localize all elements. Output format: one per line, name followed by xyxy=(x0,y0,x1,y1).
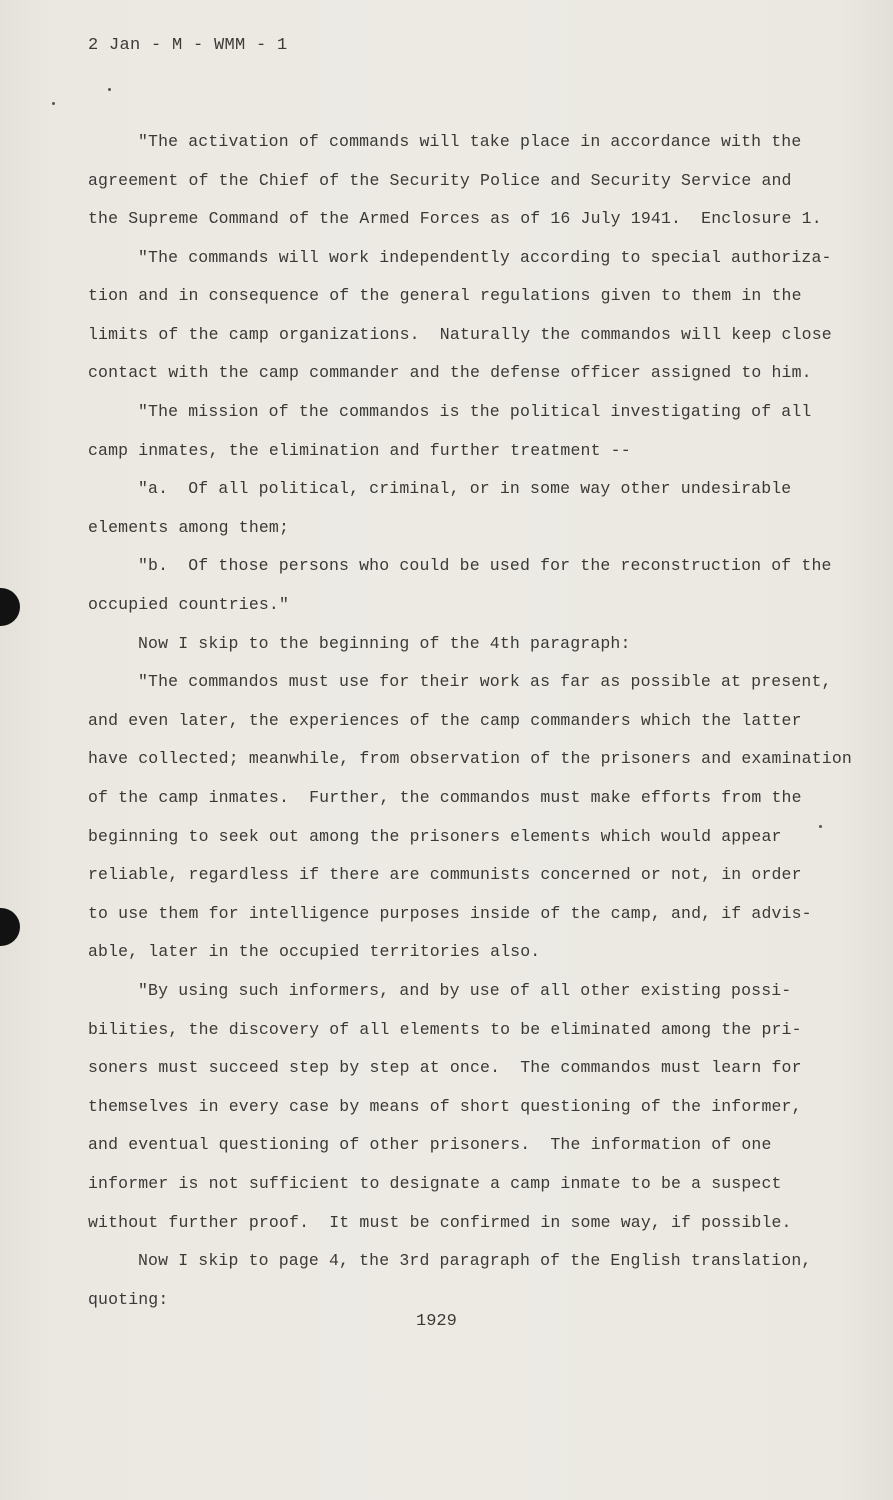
text-line: quoting: xyxy=(88,1290,169,1309)
text-line: camp inmates, the elimination and further treatment -- xyxy=(88,441,631,460)
text-line: to use them for intelligence purposes inside of the camp, and, if advis- xyxy=(88,904,812,923)
text-line: and even later, the experiences of the camp commanders which the latter xyxy=(88,711,802,730)
text-line: limits of the camp organizations. Naturally the commandos will keep close xyxy=(88,325,832,344)
text-line: elements among them; xyxy=(88,518,290,537)
paper-speck xyxy=(52,102,55,105)
text-line: informer is not sufficient to designate a camp inmate to be a suspect xyxy=(88,1174,782,1193)
text-line: of the camp inmates. Further, the commandos must make efforts from the xyxy=(88,788,802,807)
page-number: 1929 xyxy=(416,1312,457,1331)
text-line: Now I skip to page 4, the 3rd paragraph of the English translation, xyxy=(138,1251,812,1270)
text-line: tion and in consequence of the general regulations given to them in the xyxy=(88,286,802,305)
text-line: soners must succeed step by step at once. The commandos must learn for xyxy=(88,1058,802,1077)
text-line: contact with the camp commander and the defense officer assigned to him. xyxy=(88,363,812,382)
text-line: have collected; meanwhile, from observation of the prisoners and examination xyxy=(88,749,852,768)
text-line: the Supreme Command of the Armed Forces as of 16 July 1941. Enclosure 1. xyxy=(88,209,822,228)
text-line: "b. Of those persons who could be used for the reconstruction of the xyxy=(138,556,832,575)
punch-hole xyxy=(0,588,20,626)
paper-speck xyxy=(108,88,111,91)
document-reference: 2 Jan - M - WMM - 1 xyxy=(88,36,288,55)
text-line: themselves in every case by means of short questioning of the informer, xyxy=(88,1097,802,1116)
text-line: Now I skip to the beginning of the 4th paragraph: xyxy=(138,634,631,653)
text-line: "The activation of commands will take place in accordance with the xyxy=(138,132,802,151)
text-line: occupied countries." xyxy=(88,595,290,614)
text-line: "a. Of all political, criminal, or in some way other undesirable xyxy=(138,479,792,498)
text-line: and eventual questioning of other prisoners. The information of one xyxy=(88,1135,772,1154)
text-line: agreement of the Chief of the Security Police and Security Service and xyxy=(88,171,792,190)
text-line: without further proof. It must be confirmed in some way, if possible. xyxy=(88,1213,792,1232)
text-line: bilities, the discovery of all elements to be eliminated among the pri- xyxy=(88,1020,802,1039)
text-line: "By using such informers, and by use of all other existing possi- xyxy=(138,981,792,1000)
punch-hole xyxy=(0,908,20,946)
text-line: reliable, regardless if there are communists concerned or not, in order xyxy=(88,865,802,884)
text-line: "The mission of the commandos is the political investigating of all xyxy=(138,402,812,421)
text-line: "The commandos must use for their work as far as possible at present, xyxy=(138,672,832,691)
paper-speck xyxy=(819,825,822,828)
text-line: able, later in the occupied territories also. xyxy=(88,942,541,961)
text-line: beginning to seek out among the prisoners elements which would appear xyxy=(88,827,782,846)
text-line: "The commands will work independently according to special authoriza- xyxy=(138,248,832,267)
